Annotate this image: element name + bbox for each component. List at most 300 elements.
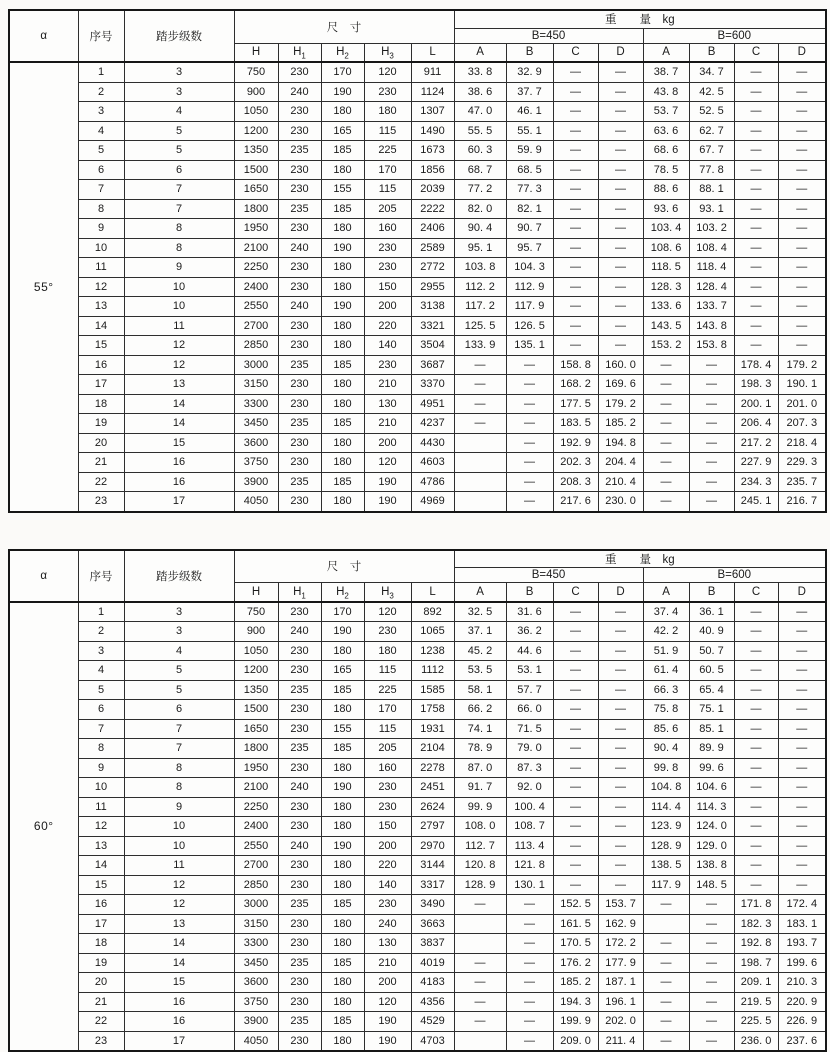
cell-dim-L: 3504 bbox=[411, 336, 454, 356]
cell-dim-H1: 235 bbox=[278, 1012, 321, 1032]
cell-dim-H1: 235 bbox=[278, 355, 321, 375]
cell-dim-H: 3900 bbox=[234, 472, 278, 492]
cell-b600-C: — bbox=[734, 316, 778, 336]
cell-b600-C: 206. 4 bbox=[734, 414, 778, 434]
cell-serial: 4 bbox=[78, 661, 124, 681]
cell-dim-H3: 210 bbox=[364, 953, 411, 973]
table-row bbox=[9, 934, 826, 954]
cell-b450-B: — bbox=[506, 914, 553, 934]
cell-b600-D: — bbox=[778, 336, 826, 356]
table-row bbox=[9, 875, 826, 895]
cell-steps: 12 bbox=[124, 336, 234, 356]
cell-b450-B: — bbox=[506, 992, 553, 1012]
cell-dim-H2: 180 bbox=[321, 102, 364, 122]
cell-dim-L: 4529 bbox=[411, 1012, 454, 1032]
table-header bbox=[9, 550, 826, 602]
cell-b450-D: — bbox=[598, 258, 643, 278]
cell-b600-D: — bbox=[778, 219, 826, 239]
cell-dim-H2: 180 bbox=[321, 914, 364, 934]
cell-dim-H2: 185 bbox=[321, 199, 364, 219]
cell-b450-A: 66. 2 bbox=[454, 700, 506, 720]
table-row bbox=[9, 375, 826, 395]
cell-dim-H: 750 bbox=[234, 602, 278, 622]
cell-b600-B: 124. 0 bbox=[689, 817, 734, 837]
cell-b450-B: 66. 0 bbox=[506, 700, 553, 720]
cell-dim-H2: 180 bbox=[321, 973, 364, 993]
cell-steps: 3 bbox=[124, 602, 234, 622]
table-row bbox=[9, 758, 826, 778]
cell-b450-B: — bbox=[506, 492, 553, 512]
cell-b450-C: — bbox=[553, 102, 598, 122]
cell-dim-L: 3144 bbox=[411, 856, 454, 876]
cell-dim-L: 1238 bbox=[411, 641, 454, 661]
cell-b600-B: — bbox=[689, 914, 734, 934]
cell-dim-H: 3600 bbox=[234, 973, 278, 993]
cell-b600-D: — bbox=[778, 778, 826, 798]
cell-serial: 3 bbox=[78, 102, 124, 122]
cell-b600-A: 38. 7 bbox=[643, 62, 689, 82]
cell-dim-H1: 230 bbox=[278, 719, 321, 739]
cell-b600-A: 143. 5 bbox=[643, 316, 689, 336]
cell-serial: 13 bbox=[78, 297, 124, 317]
cell-b600-A: — bbox=[643, 992, 689, 1012]
cell-b600-D: — bbox=[778, 836, 826, 856]
cell-b450-C: 202. 3 bbox=[553, 453, 598, 473]
cell-dim-H: 2250 bbox=[234, 797, 278, 817]
cell-dim-H2: 190 bbox=[321, 82, 364, 102]
cell-b600-B: 34. 7 bbox=[689, 62, 734, 82]
cell-b450-D: — bbox=[598, 62, 643, 82]
header-b600-D: D bbox=[778, 583, 826, 602]
cell-b450-D: — bbox=[598, 238, 643, 258]
cell-b600-B: — bbox=[689, 414, 734, 434]
cell-dim-H2: 180 bbox=[321, 433, 364, 453]
header-serial-number: 序号 bbox=[78, 10, 124, 62]
cell-dim-H: 1200 bbox=[234, 661, 278, 681]
cell-serial: 13 bbox=[78, 836, 124, 856]
cell-b600-C: 178. 4 bbox=[734, 355, 778, 375]
cell-serial: 8 bbox=[78, 739, 124, 759]
cell-serial: 12 bbox=[78, 277, 124, 297]
cell-steps: 10 bbox=[124, 277, 234, 297]
cell-dim-H2: 180 bbox=[321, 797, 364, 817]
cell-b450-B: — bbox=[506, 394, 553, 414]
cell-b450-D: — bbox=[598, 82, 643, 102]
cell-b600-D: — bbox=[778, 875, 826, 895]
cell-dim-L: 2955 bbox=[411, 277, 454, 297]
cell-b600-D: 183. 1 bbox=[778, 914, 826, 934]
cell-dim-H: 900 bbox=[234, 622, 278, 642]
cell-b600-B: 60. 5 bbox=[689, 661, 734, 681]
cell-dim-H2: 180 bbox=[321, 336, 364, 356]
cell-b600-C: — bbox=[734, 121, 778, 141]
cell-serial: 11 bbox=[78, 258, 124, 278]
cell-dim-L: 2104 bbox=[411, 739, 454, 759]
cell-dim-H2: 165 bbox=[321, 121, 364, 141]
cell-steps: 11 bbox=[124, 316, 234, 336]
cell-b450-A: — bbox=[454, 1012, 506, 1032]
cell-steps: 14 bbox=[124, 414, 234, 434]
cell-serial: 12 bbox=[78, 817, 124, 837]
cell-steps: 5 bbox=[124, 680, 234, 700]
cell-dim-H3: 160 bbox=[364, 758, 411, 778]
cell-b600-D: 218. 4 bbox=[778, 433, 826, 453]
cell-b450-C: 194. 3 bbox=[553, 992, 598, 1012]
cell-b450-D: — bbox=[598, 875, 643, 895]
header-dim-H3: $H_3$ bbox=[364, 583, 411, 602]
cell-serial: 16 bbox=[78, 355, 124, 375]
table-row bbox=[9, 680, 826, 700]
cell-dim-H1: 230 bbox=[278, 492, 321, 512]
cell-dim-H: 1200 bbox=[234, 121, 278, 141]
cell-b450-A: — bbox=[454, 992, 506, 1012]
table-row bbox=[9, 453, 826, 473]
header-b600-C: C bbox=[734, 43, 778, 62]
cell-dim-L: 911 bbox=[411, 62, 454, 82]
cell-steps: 8 bbox=[124, 778, 234, 798]
cell-b450-B: 68. 5 bbox=[506, 160, 553, 180]
table-row bbox=[9, 258, 826, 278]
cell-dim-H3: 230 bbox=[364, 238, 411, 258]
cell-dim-H3: 115 bbox=[364, 661, 411, 681]
cell-dim-H2: 180 bbox=[321, 934, 364, 954]
cell-b600-A: 61. 4 bbox=[643, 661, 689, 681]
cell-dim-H2: 190 bbox=[321, 238, 364, 258]
cell-b450-C: 161. 5 bbox=[553, 914, 598, 934]
cell-dim-L: 2222 bbox=[411, 199, 454, 219]
cell-dim-H2: 190 bbox=[321, 836, 364, 856]
cell-b600-B: 67. 7 bbox=[689, 141, 734, 161]
cell-b600-C: — bbox=[734, 277, 778, 297]
header-b600-group: B=600 bbox=[643, 28, 826, 43]
cell-dim-L: 4786 bbox=[411, 472, 454, 492]
cell-b450-A: 33. 8 bbox=[454, 62, 506, 82]
cell-b450-D: — bbox=[598, 219, 643, 239]
cell-b450-C: — bbox=[553, 661, 598, 681]
cell-steps: 6 bbox=[124, 700, 234, 720]
cell-dim-H1: 230 bbox=[278, 180, 321, 200]
cell-steps: 7 bbox=[124, 199, 234, 219]
cell-b600-D: 201. 0 bbox=[778, 394, 826, 414]
header-b450-C: C bbox=[553, 43, 598, 62]
cell-b600-A: — bbox=[643, 453, 689, 473]
cell-b450-D: — bbox=[598, 316, 643, 336]
cell-dim-L: 2039 bbox=[411, 180, 454, 200]
cell-b600-D: 179. 2 bbox=[778, 355, 826, 375]
cell-dim-H: 3450 bbox=[234, 953, 278, 973]
cell-b450-C: — bbox=[553, 219, 598, 239]
cell-dim-L: 2451 bbox=[411, 778, 454, 798]
cell-b450-A: 32. 5 bbox=[454, 602, 506, 622]
header-step-count: 踏步级数 bbox=[124, 550, 234, 602]
cell-b450-D: 210. 4 bbox=[598, 472, 643, 492]
cell-b450-C: — bbox=[553, 719, 598, 739]
cell-b600-B: 114. 3 bbox=[689, 797, 734, 817]
cell-serial: 22 bbox=[78, 1012, 124, 1032]
header-step-count: 踏步级数 bbox=[124, 10, 234, 62]
cell-dim-H1: 230 bbox=[278, 316, 321, 336]
cell-b600-A: 68. 6 bbox=[643, 141, 689, 161]
cell-b450-C: 192. 9 bbox=[553, 433, 598, 453]
cell-b600-B: 129. 0 bbox=[689, 836, 734, 856]
table-row bbox=[9, 797, 826, 817]
cell-b450-A: 78. 9 bbox=[454, 739, 506, 759]
spec-table-alpha-55deg bbox=[8, 9, 827, 513]
cell-b600-D: 229. 3 bbox=[778, 453, 826, 473]
cell-b600-D: — bbox=[778, 199, 826, 219]
cell-dim-H: 2550 bbox=[234, 297, 278, 317]
cell-steps: 12 bbox=[124, 895, 234, 915]
cell-b600-B: — bbox=[689, 1031, 734, 1051]
cell-b600-D: — bbox=[778, 622, 826, 642]
cell-steps: 4 bbox=[124, 641, 234, 661]
cell-serial: 2 bbox=[78, 622, 124, 642]
cell-dim-L: 892 bbox=[411, 602, 454, 622]
cell-b450-C: — bbox=[553, 641, 598, 661]
cell-steps: 10 bbox=[124, 836, 234, 856]
cell-dim-H1: 230 bbox=[278, 433, 321, 453]
cell-b600-D: — bbox=[778, 661, 826, 681]
cell-dim-H: 1350 bbox=[234, 141, 278, 161]
cell-b600-A: 128. 9 bbox=[643, 836, 689, 856]
cell-dim-H1: 235 bbox=[278, 141, 321, 161]
table-row bbox=[9, 394, 826, 414]
header-dim-H2: $H_2$ bbox=[321, 583, 364, 602]
cell-dim-H3: 180 bbox=[364, 102, 411, 122]
cell-b450-A: 77. 2 bbox=[454, 180, 506, 200]
cell-b600-D: — bbox=[778, 82, 826, 102]
cell-b450-A bbox=[454, 472, 506, 492]
cell-dim-H3: 190 bbox=[364, 492, 411, 512]
cell-dim-H1: 230 bbox=[278, 934, 321, 954]
header-b600-A: A bbox=[643, 583, 689, 602]
header-dim-H3: $H_3$ bbox=[364, 43, 411, 62]
cell-b600-C: 198. 7 bbox=[734, 953, 778, 973]
cell-dim-H3: 200 bbox=[364, 297, 411, 317]
cell-b600-A: 85. 6 bbox=[643, 719, 689, 739]
cell-dim-H: 1050 bbox=[234, 102, 278, 122]
cell-dim-H3: 210 bbox=[364, 414, 411, 434]
cell-b600-B: 99. 6 bbox=[689, 758, 734, 778]
cell-serial: 3 bbox=[78, 641, 124, 661]
cell-b600-A: — bbox=[643, 973, 689, 993]
cell-b450-D: 204. 4 bbox=[598, 453, 643, 473]
cell-b450-D: — bbox=[598, 700, 643, 720]
cell-b600-D: — bbox=[778, 739, 826, 759]
cell-b450-B: — bbox=[506, 934, 553, 954]
cell-b450-A: 125. 5 bbox=[454, 316, 506, 336]
cell-dim-H2: 180 bbox=[321, 641, 364, 661]
cell-steps: 7 bbox=[124, 739, 234, 759]
cell-b450-B: 32. 9 bbox=[506, 62, 553, 82]
cell-dim-H1: 230 bbox=[278, 700, 321, 720]
cell-dim-H1: 235 bbox=[278, 739, 321, 759]
cell-dim-H: 750 bbox=[234, 62, 278, 82]
cell-b450-B: 31. 6 bbox=[506, 602, 553, 622]
cell-b450-C: — bbox=[553, 856, 598, 876]
table-row bbox=[9, 973, 826, 993]
cell-b600-D: — bbox=[778, 160, 826, 180]
cell-b450-A: — bbox=[454, 394, 506, 414]
cell-dim-H2: 190 bbox=[321, 297, 364, 317]
cell-dim-H3: 200 bbox=[364, 433, 411, 453]
cell-dim-H1: 230 bbox=[278, 758, 321, 778]
cell-b450-A bbox=[454, 934, 506, 954]
cell-dim-H: 1650 bbox=[234, 180, 278, 200]
cell-b600-B: 40. 9 bbox=[689, 622, 734, 642]
cell-b600-C: — bbox=[734, 680, 778, 700]
cell-dim-H2: 170 bbox=[321, 62, 364, 82]
cell-b450-B: 71. 5 bbox=[506, 719, 553, 739]
cell-dim-H3: 240 bbox=[364, 914, 411, 934]
cell-serial: 1 bbox=[78, 602, 124, 622]
cell-dim-H3: 180 bbox=[364, 641, 411, 661]
cell-b450-B: — bbox=[506, 414, 553, 434]
header-serial-number: 序号 bbox=[78, 550, 124, 602]
cell-b600-C: — bbox=[734, 62, 778, 82]
cell-b600-D: — bbox=[778, 641, 826, 661]
cell-b450-D: — bbox=[598, 778, 643, 798]
cell-b450-D: 153. 7 bbox=[598, 895, 643, 915]
cell-b450-D: — bbox=[598, 661, 643, 681]
cell-dim-H3: 140 bbox=[364, 336, 411, 356]
cell-b450-C: 170. 5 bbox=[553, 934, 598, 954]
cell-b450-B: 36. 2 bbox=[506, 622, 553, 642]
cell-b600-B: 118. 4 bbox=[689, 258, 734, 278]
cell-dim-H3: 230 bbox=[364, 778, 411, 798]
header-b600-B: B bbox=[689, 43, 734, 62]
cell-b450-A: 37. 1 bbox=[454, 622, 506, 642]
cell-b600-C: 182. 3 bbox=[734, 914, 778, 934]
cell-dim-H1: 235 bbox=[278, 414, 321, 434]
cell-b450-A: — bbox=[454, 953, 506, 973]
cell-b450-B: — bbox=[506, 973, 553, 993]
cell-b450-C: — bbox=[553, 141, 598, 161]
cell-dim-L: 4703 bbox=[411, 1031, 454, 1051]
cell-b450-D: — bbox=[598, 121, 643, 141]
header-dimensions: 尺 寸 bbox=[234, 10, 454, 43]
cell-serial: 7 bbox=[78, 180, 124, 200]
cell-b450-B: 126. 5 bbox=[506, 316, 553, 336]
cell-b600-D: — bbox=[778, 180, 826, 200]
cell-dim-H2: 180 bbox=[321, 1031, 364, 1051]
cell-b600-D: 235. 7 bbox=[778, 472, 826, 492]
cell-dim-H2: 180 bbox=[321, 316, 364, 336]
cell-b600-A: 37. 4 bbox=[643, 602, 689, 622]
cell-dim-H1: 230 bbox=[278, 797, 321, 817]
cell-b450-B: — bbox=[506, 1012, 553, 1032]
cell-b600-A: — bbox=[643, 355, 689, 375]
cell-b600-B: 148. 5 bbox=[689, 875, 734, 895]
table-row bbox=[9, 622, 826, 642]
cell-dim-H: 1950 bbox=[234, 219, 278, 239]
cell-b450-B: — bbox=[506, 1031, 553, 1051]
cell-dim-L: 3138 bbox=[411, 297, 454, 317]
cell-b600-D: 207. 3 bbox=[778, 414, 826, 434]
header-b450-B: B bbox=[506, 43, 553, 62]
cell-b450-C: 152. 5 bbox=[553, 895, 598, 915]
cell-b450-A bbox=[454, 1031, 506, 1051]
cell-serial: 4 bbox=[78, 121, 124, 141]
cell-dim-H: 3450 bbox=[234, 414, 278, 434]
cell-steps: 14 bbox=[124, 934, 234, 954]
cell-steps: 13 bbox=[124, 375, 234, 395]
cell-b450-D: — bbox=[598, 641, 643, 661]
cell-b600-C: 245. 1 bbox=[734, 492, 778, 512]
cell-dim-H3: 115 bbox=[364, 719, 411, 739]
cell-dim-L: 4603 bbox=[411, 453, 454, 473]
cell-dim-H2: 185 bbox=[321, 895, 364, 915]
header-b450-B: B bbox=[506, 583, 553, 602]
cell-dim-H2: 180 bbox=[321, 375, 364, 395]
cell-b450-B: 55. 1 bbox=[506, 121, 553, 141]
cell-b600-B: — bbox=[689, 953, 734, 973]
cell-b600-B: 75. 1 bbox=[689, 700, 734, 720]
cell-dim-H1: 240 bbox=[278, 297, 321, 317]
cell-b450-A: 47. 0 bbox=[454, 102, 506, 122]
cell-b600-D: — bbox=[778, 62, 826, 82]
cell-serial: 11 bbox=[78, 797, 124, 817]
cell-serial: 2 bbox=[78, 82, 124, 102]
table-row bbox=[9, 277, 826, 297]
cell-b450-B: — bbox=[506, 953, 553, 973]
cell-b600-B: 108. 4 bbox=[689, 238, 734, 258]
cell-dim-L: 1065 bbox=[411, 622, 454, 642]
cell-dim-H3: 150 bbox=[364, 277, 411, 297]
cell-b600-D: 190. 1 bbox=[778, 375, 826, 395]
cell-b450-C: — bbox=[553, 336, 598, 356]
cell-dim-H3: 225 bbox=[364, 141, 411, 161]
cell-b600-C: — bbox=[734, 199, 778, 219]
cell-dim-H2: 155 bbox=[321, 180, 364, 200]
cell-b450-C: 183. 5 bbox=[553, 414, 598, 434]
cell-dim-H2: 180 bbox=[321, 875, 364, 895]
cell-b450-C: — bbox=[553, 700, 598, 720]
cell-b450-B: 113. 4 bbox=[506, 836, 553, 856]
cell-dim-L: 4019 bbox=[411, 953, 454, 973]
cell-steps: 14 bbox=[124, 953, 234, 973]
cell-b600-C: 234. 3 bbox=[734, 472, 778, 492]
cell-steps: 17 bbox=[124, 492, 234, 512]
cell-dim-H: 4050 bbox=[234, 492, 278, 512]
cell-b450-A: 55. 5 bbox=[454, 121, 506, 141]
header-dim-H1: $H_1$ bbox=[278, 43, 321, 62]
table-row bbox=[9, 82, 826, 102]
cell-b450-C: 168. 2 bbox=[553, 375, 598, 395]
cell-b450-C: — bbox=[553, 297, 598, 317]
cell-dim-H3: 130 bbox=[364, 934, 411, 954]
cell-b450-D: 185. 2 bbox=[598, 414, 643, 434]
cell-dim-H: 2250 bbox=[234, 258, 278, 278]
cell-b450-D: 160. 0 bbox=[598, 355, 643, 375]
cell-steps: 7 bbox=[124, 180, 234, 200]
cell-b600-B: 133. 7 bbox=[689, 297, 734, 317]
cell-b600-C: 219. 5 bbox=[734, 992, 778, 1012]
cell-b450-A bbox=[454, 492, 506, 512]
cell-dim-H1: 235 bbox=[278, 680, 321, 700]
cell-b600-B: — bbox=[689, 433, 734, 453]
cell-dim-L: 1307 bbox=[411, 102, 454, 122]
cell-serial: 15 bbox=[78, 875, 124, 895]
header-alpha: α bbox=[9, 550, 78, 602]
cell-dim-H: 2550 bbox=[234, 836, 278, 856]
cell-b450-D: — bbox=[598, 856, 643, 876]
header-weight-kg: 重 量 kg bbox=[454, 10, 826, 28]
cell-serial: 20 bbox=[78, 973, 124, 993]
cell-serial: 17 bbox=[78, 914, 124, 934]
cell-b450-A: 58. 1 bbox=[454, 680, 506, 700]
cell-b600-C: — bbox=[734, 102, 778, 122]
